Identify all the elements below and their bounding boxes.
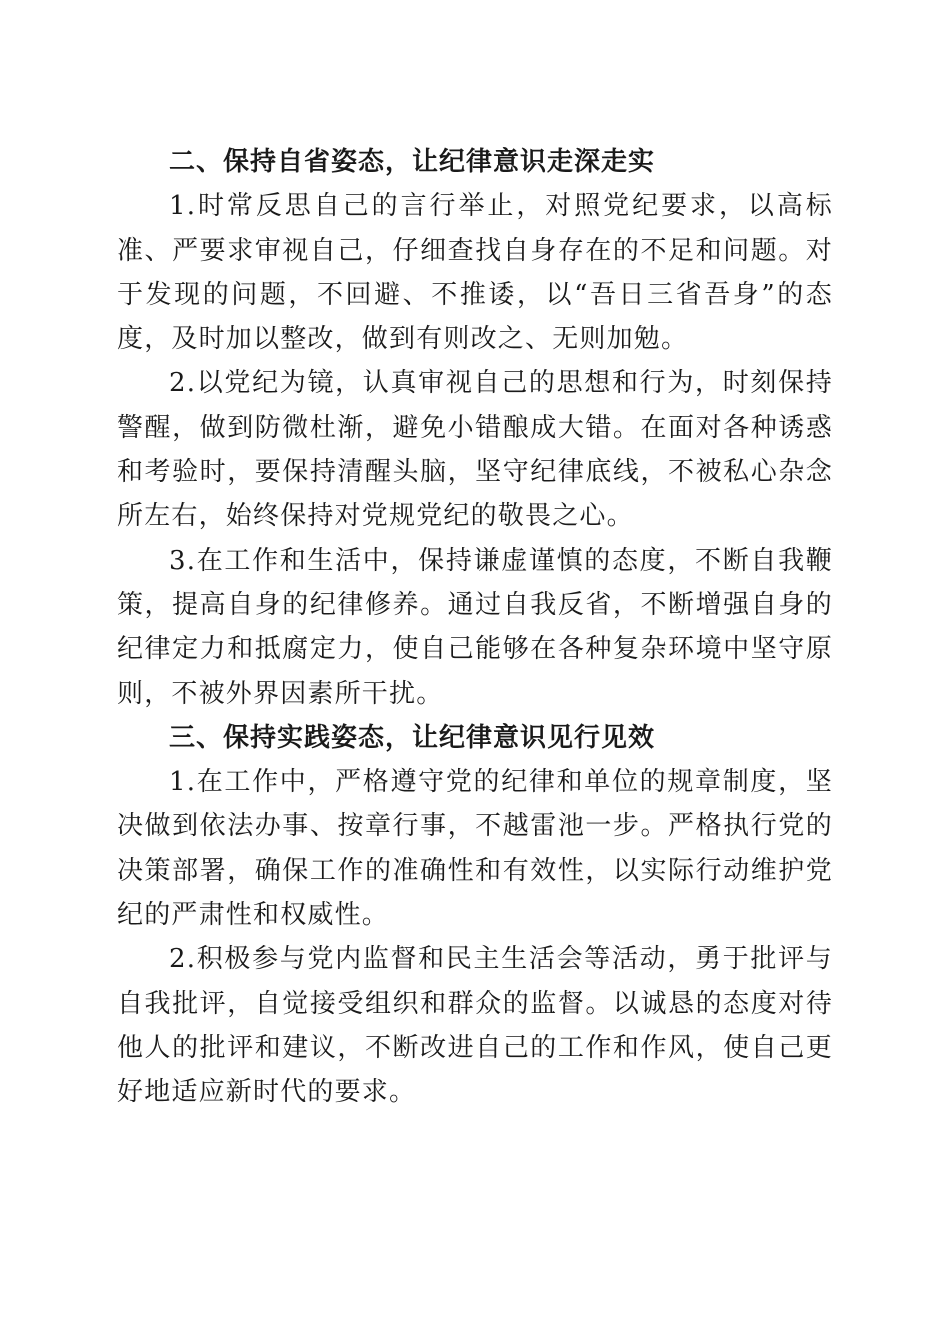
paragraph: 3.在工作和生活中，保持谦虚谨慎的态度，不断自我鞭策，提高自身的纪律修养。通过自我反省，不断增强自身的纪律定力和抵腐定力，使自己能够在各种复杂环境中坚守原则，不被外界因素所干扰。 [117, 545, 833, 709]
document-body [117, 140, 833, 1115]
paragraph: 2.以党纪为镜，认真审视自己的思想和行为，时刻保持警醒，做到防微杜渐，避免小错酿成大错。在面对各种诱惑和考验时，要保持清醒头脑，坚守纪律底线，不被私心杂念所左右，始终保持对党规党纪的敬畏之心。 [117, 368, 833, 532]
paragraph: 1.时常反思自己的言行举止，对照党纪要求，以高标准、严要求审视自己，仔细查找自身存在的不足和问题。对于发现的问题，不回避、不推诿，以“吾日三省吾身”的态度，及时加以整改，做到有则改之、无则加勉。 [117, 191, 833, 355]
section-heading: 三、保持实践姿态，让纪律意识见行见效 [169, 722, 656, 753]
section-heading: 二、保持自省姿态，让纪律意识走深走实 [169, 147, 656, 177]
paragraph: 1.在工作中，严格遵守党的纪律和单位的规章制度，坚决做到依法办事、按章行事，不越雷池一步。严格执行党的决策部署，确保工作的准确性和有效性，以实际行动维护党纪的严肃性和权威性。 [117, 767, 833, 931]
paragraph: 2.积极参与党内监督和民主生活会等活动，勇于批评与自我批评，自觉接受组织和群众的监督。以诚恳的态度对待他人的批评和建议，不断改进自己的工作和作风，使自己更好地适应新时代的要求。 [117, 944, 833, 1108]
